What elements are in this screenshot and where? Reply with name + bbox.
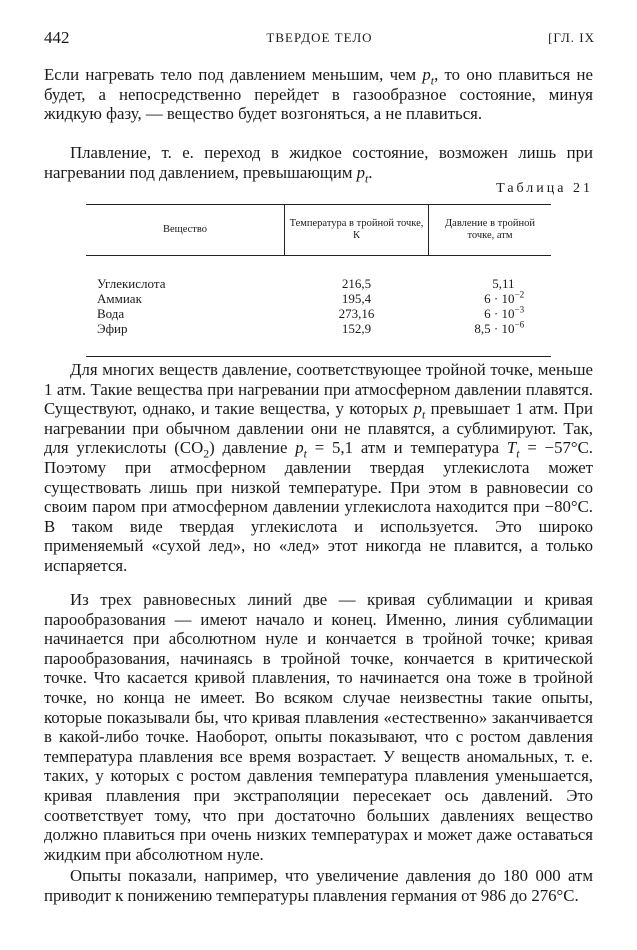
paragraph-2: [44, 143, 593, 185]
cell-temperature: 273,16: [338, 306, 375, 321]
cell-pressure: [429, 256, 552, 292]
cell-substance: Аммиак: [97, 291, 142, 306]
paragraph-2-text: Плавление, т. е. переход в жидкое состояние, возможен лишь при нагревании под давлением, превышающим $p_t$.: [44, 143, 593, 185]
pressure-exponent: −3: [514, 304, 525, 315]
column-header-substance: Вещество: [86, 205, 285, 256]
cell-temperature: 195,4: [341, 291, 372, 306]
pressure-mantissa: 6 · 10: [484, 306, 515, 321]
pressure-mantissa: 8,5 · 10: [474, 321, 515, 336]
pressure-mantissa: 5,11: [492, 276, 515, 291]
math-variable: $p_t$: [422, 65, 435, 88]
chapter-marker: [ГЛ. IX: [548, 30, 595, 45]
page-number: 442: [44, 28, 70, 47]
math-variable: $p_t$: [356, 162, 369, 185]
running-title: ТВЕРДОЕ ТЕЛО: [266, 30, 373, 45]
pressure-mantissa: 6 · 10: [484, 291, 515, 306]
cell-pressure: [429, 291, 552, 306]
subscript: t: [365, 171, 369, 185]
paragraph-5-text: Опыты показали, например, что увеличение давления до 180 000 атм приводит к понижению температуры плавления германия от 986 до 276°C.: [44, 866, 593, 905]
pressure-exponent: −6: [514, 319, 525, 330]
column-header-pressure: Давление в тройной точке, атм: [429, 205, 552, 256]
math-variable: $p_t$: [295, 438, 307, 461]
math-variable: $p_t$: [413, 399, 426, 422]
pressure-exponent: −2: [514, 289, 525, 300]
table-caption: Таблица 21: [496, 181, 593, 196]
cell-pressure: [429, 321, 552, 357]
cell-substance: Углекислота: [97, 276, 166, 291]
subscript: t: [422, 408, 426, 422]
paragraph-1: [44, 65, 593, 124]
table-row: [86, 321, 551, 357]
paragraph-4: [44, 590, 593, 864]
paragraph-5: [44, 866, 593, 905]
table-row: [86, 306, 551, 321]
table-row: [86, 256, 551, 292]
cell-temperature: 216,5: [341, 276, 372, 291]
cell-substance: Вода: [97, 306, 125, 321]
table-row: [86, 291, 551, 306]
cell-temperature: 152,9: [285, 321, 429, 357]
column-header-temperature: Температура в тройной точке, К: [285, 205, 429, 256]
cell-pressure: [429, 306, 552, 321]
subscript: 2: [203, 447, 210, 461]
paragraph-3-text: Для многих веществ давление, соответствующее тройной точке, меньше 1 атм. Такие вещества при нагревании при атмосферном давлении плавятся. Существуют, однако, и такие вещества, у которых $p_t$ превышает 1 атм. При нагревании при обычном давлении они не плавятся, а сублимируют. Так, для углекислоты $(CO_2)$ давление $p_t = 5,1$ атм и температура $T_t = -57^\circ C$. Поэтому при атмосферном давлении твердая углекислота может существовать лишь при низкой температуре. При этом в равновесии со своим паром при атмосферном давлении углекислота находится при −80°C. В таком виде твердая углекислота и используется. Это широко применяемый «сухой лед», но «лед» этот никогда не плавится, а только испаряется.: [44, 360, 594, 575]
subscript: t: [303, 447, 307, 461]
paragraph-1-text: Если нагревать тело под давлением меньшим, чем $p_t$, то оно плавиться не будет, а непосредственно перейдет в газообразное состояние, минуя жидкую фазу, — вещество будет возгоняться, а не плавиться.: [44, 65, 593, 124]
triple-point-table: [86, 204, 551, 357]
paragraph-3: [44, 360, 593, 576]
subscript: t: [430, 74, 435, 88]
table-header-row: [86, 205, 551, 256]
running-header: [44, 28, 595, 50]
math-variable: $T_t$: [506, 438, 520, 461]
paragraph-4-text: Из трех равновесных линий две — кривая сублимации и кривая парообразования — имеют начало и конец. Именно, линия сублимации начинается при абсолютном нуле и кончается в тройной точке; кривая парообразования, начинаясь в тройной точке, кончается в критической точке. Что касается кривой плавления, то начинается она тоже в тройной точке, но конца не имеет. Во всяком случае неизвестны такие опыты, которые показывали бы, что кривая плавления «естественно» заканчивается в какой-либо точке. Наоборот, опыты показывают, что с ростом давления температура плавления все время возрастает. У веществ аномальных, т. е. таких, у которых с ростом давления температура плавления уменьшается, кривая плавления при экстраполяции пересекает ось давлений. Это соответствует тому, что при достаточно больших давлениях вещество должно плавиться при очень низких температурах и может даже оставаться жидким при абсолютном нуле.: [44, 590, 593, 864]
cell-substance: Эфир: [86, 321, 285, 357]
subscript: t: [516, 447, 520, 461]
